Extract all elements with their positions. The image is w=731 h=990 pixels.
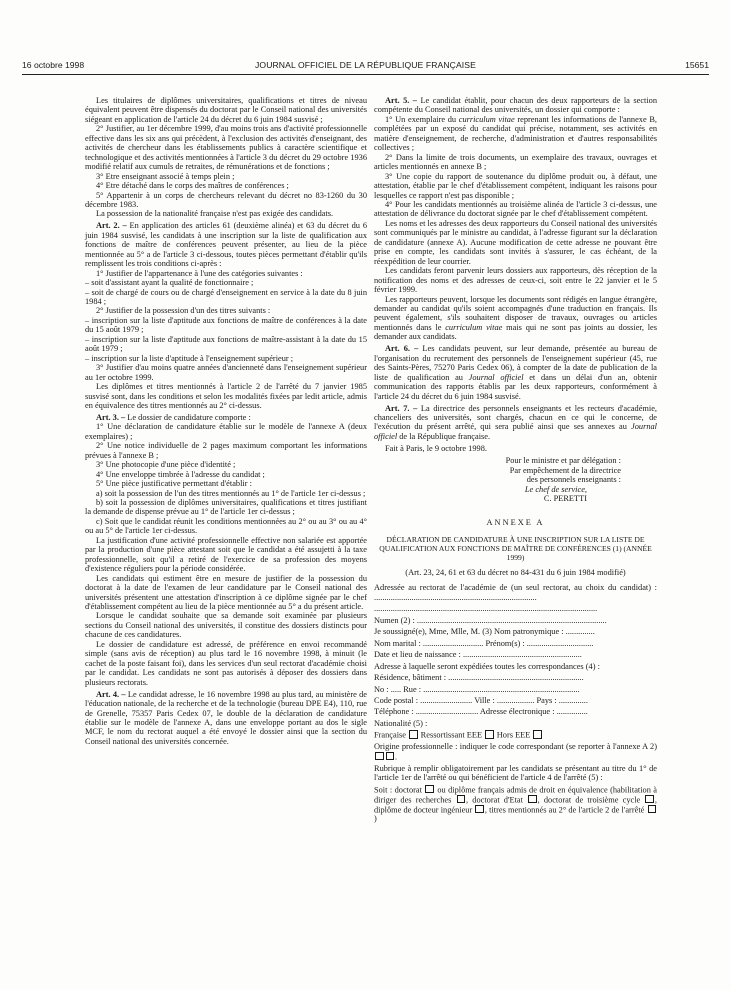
checkbox[interactable] [409,730,418,739]
italic-term: Journal officiel [374,422,657,441]
list-item: – inscription sur la liste d'aptitude aux fonctions de maître de conférences à la date du 15 août 1979 ; [85,315,367,335]
list-item: – soit d'assistant ayant la qualité de fonctionnaire ; [85,278,254,288]
header-rule [22,74,709,75]
paragraph: La justification d'une activité professionnelle effective non salariée est apportée par la production d'une pièce attestant soit que le candidat a été assujetti à la taxe professionnelle, soit qu'il a retiré de l'exercice de sa profession des moyens d'existence réguliers pour la période considérée. [85,535,367,574]
form-field [374,785,657,824]
text-run: mais qui ne sont pas joints au dossier, les demander aux candidats. [374,322,657,342]
option-label: Ressortissant EEE [420,730,483,740]
article-text: de la République française. [397,431,491,441]
list-item: – inscription sur la liste d'aptitude à l'enseignement supérieur ; [85,353,294,363]
paragraph: 5° Une pièce justificative permettant d'établir : [96,479,252,489]
text-run: ) [374,814,377,824]
article-label: Art. 4. – [96,689,126,699]
left-column [85,96,367,746]
form-field: No : ..... Rue : ........................................................................... [374,684,580,694]
checkbox[interactable] [645,795,654,804]
checkbox[interactable] [375,752,384,761]
form-field: Rubrique à remplir obligatoirement par les candidats se présentant au titre du 1° de l'article 1er de l'arrêté ou qui bénéficient de l'article 4 de l'arrêté (5) : [374,763,657,783]
option-label: Française [374,730,406,740]
italic-term: curriculum vitae [458,114,515,124]
text-run: Les rapporteurs peuvent, lorsque les documents sont rédigés en langue étrangère, demander au candidat qu'ils soient accompagnés d'une traduction en français. Ils peuvent également, s'ils souhaitent disposer de travaux, ouvrages ou articles mentionnés dans le [374,294,657,332]
signed-date: Fait à Paris, le 9 octobre 1998. [385,443,487,453]
article-5 [374,96,657,115]
italic-term: curriculum vitae [445,322,503,332]
article-label: Art. 2. – [96,221,127,231]
paragraph: b) soit la possession de diplômes universitaires, qualifications et titres justifiant la demande de dispense prévue au 1° de l'article 1er ci-dessus ; [85,498,367,517]
header-page-number: 15651 [685,60,709,70]
signature-line: Par empêchement de la directrice [509,465,621,475]
header-journal-title: JOURNAL OFFICIEL DE LA RÉPUBLIQUE FRANÇAISE [255,60,476,70]
article-text: Les candidats peuvent, sur leur demande, présentée au bureau de l'organisation du recrutement des personnels de l'enseignement supérieur (45, rue des Saints-Pères, 75270 Paris Cedex 06), à compter de la date de publication de la liste de qualification au [374,344,657,382]
form-field: ........................................................................................................... [374,604,598,614]
header-date: 16 octobre 1998 [22,60,85,70]
list-item: – inscription sur la liste d'aptitude aux fonctions de maître-assistant à la date du 15 août 1979 ; [85,334,367,354]
article-label: Art. 3. – [96,412,126,422]
paragraph: Le dossier de candidature est adressé, de préférence en envoi recommandé simple (sans avis de réception) au plus tard le 16 novembre 1998, à minuit (le cachet de la poste faisant foi), dans les services d'un seul rectorat d'académie choisi par le candidat. Les candidats ne sont pas autorisés à déposer des dossiers dans plusieurs rectorats. [85,639,367,687]
signature-role [374,485,657,494]
page-header [22,60,709,72]
checkbox[interactable] [457,795,466,804]
article-text: Le dossier de candidature comporte : [125,412,251,422]
text-run: 1° Un exemplaire du [385,114,459,124]
paragraph: 4° Pour les candidats mentionnés au troisième alinéa de l'article 3 ci-dessus, une attestation de délivrance du doctorat signée par le chef d'établissement compétent. [374,199,657,219]
text-run: reprenant les informations de l'annexe B, complétées par un exposé du candidat qui précise, notamment, ses activités en matière d'enseignement, de recherche, d'administration et d'autres responsabilités collectives ; [374,114,657,153]
form-field: Adresse à laquelle seront expédiées toutes les correspondances (4) : [374,661,600,671]
text-run: , diplôme de docteur ingénieur [374,795,657,814]
checkbox[interactable] [425,785,434,794]
signature-line: des personnels enseignants : [526,475,621,485]
form-field: Nom marital : ............................. Prénom(s) : ................................ [374,638,594,648]
paragraph: 2° Justifier, au 1er décembre 1999, d'au moins trois ans d'activité professionnelle effective dans les six ans qui précèdent, à l'exclusion des activités d'enseignant, des activités de chercheur dans les établissements publics à caractère scientifique et technologique et des activités mentionnées à l'article 3 du décret du 29 octobre 1936 modifié relatif aux cumuls de retraites, de rémunérations et de fonctions ; [85,124,367,172]
signature-line: Pour le ministre et par délégation : [505,456,621,466]
checkbox[interactable] [533,730,542,739]
signature-name: C. PERETTI [543,494,587,504]
article-text: et dans un délai d'un an, obtenir communication des rapports établis par les deux rapporteurs, conformément à l'article 24 du décret du 6 juin 1984 susvisé. [374,372,657,401]
paragraph [374,115,657,153]
article-text: En application des articles 61 (deuxième alinéa) et 63 du décret du 6 juin 1984 susvisé, les candidats à une inscription sur la liste de qualification aux fonctions de maître de conférences peuvent présenter, au lieu de la pièce mentionnée au 5° a de l'article 3 ci-dessous, toutes pièces permettant d'établir qu'ils remplissent les trois conditions ci-après : [85,221,367,269]
article-label: Art. 6. – [385,344,419,354]
text-run: , doctorat d'Etat [466,795,523,805]
form-field: Numen (2) : ........................................................................................... [374,615,607,625]
paragraph [374,295,657,342]
paragraph: Les candidats feront parvenir leurs dossiers aux rapporteurs, dès réception de la notification des noms et des adresses de ceux-ci, soit entre le 22 janvier et le 5 février 1999. [374,266,657,295]
form-field: Résidence, bâtiment : ................................................................. [374,673,584,683]
form-field: Adressée au rectorat de l'académie de (un seul rectorat, au choix du candidat) : .............................................................................. [374,583,657,602]
paragraph: 4° Une enveloppe timbrée à l'adresse du candidat ; [96,469,265,479]
option-label: Hors EEE [496,730,531,740]
paragraph: Les candidats qui estiment être en mesure de justifier de la possession du doctorat à la date de l'examen de leur candidature par le Conseil national des universités présentent une attestation d'inscription à ce diplôme signée par le chef d'établissement compétent au lieu de la pièce mentionnée au 5° a du présent article. [85,573,367,612]
paragraph: 2° Une notice individuelle de 2 pages maximum comportant les informations prévues à l'annexe B ; [85,441,367,460]
article-text: Le candidat établit, pour chacun des deux rapporteurs de la section compétente du Conseil national des universités, un dossier qui comporte : [374,96,657,115]
paragraph: a) soit la possession de l'un des titres mentionnés au 1° de l'article 1er ci-dessus ; [96,488,366,498]
article-7 [374,404,657,442]
checkbox[interactable] [485,730,494,739]
paragraph: 5° Appartenir à un corps de chercheurs relevant du décret no 83-1260 du 30 décembre 1983. [85,190,367,209]
list-item: – soit de chargé de cours ou de chargé d'enseignement en service à la date du 8 juin 1984 ; [85,287,367,307]
checkbox[interactable] [475,805,484,814]
text-run: , doctorat de troisième cycle [537,795,641,805]
form-field: Origine professionnelle : indiquer le code correspondant (se reporter à l'annexe A 2) . [374,742,657,762]
form-field: Date et lieu de naissance : ......................................................... [374,650,582,660]
text-run: , titres mentionnés au 2° de l'article 2 de l'arrêté [484,805,645,814]
paragraph: 3° Une copie du rapport de soutenance du diplôme produit ou, à défaut, une attestation, établie par le chef d'établissement compétent, indiquant les raisons pour lesquelles ce rapport n'est pas disponible ; [374,171,657,200]
paragraph: Les diplômes et titres mentionnés à l'article 2 de l'arrêté du 7 janvier 1985 susvisé sont, dans les conditions et selon les modalités fixées par ledit article, admis en équivalence des titres mentionnés au 2° ci-dessus. [85,382,367,410]
form-field: Nationalité (5) : [374,718,428,728]
article-text: Le candidat adresse, le 16 novembre 1998 au plus tard, au ministère de l'éducation nationale, de la recherche et de la technologie (bureau DPE E4), 110, rue de Grenelle, 75357 Paris Cedex 07, le double de la déclaration de candidature établie sur le modèle de l'annexe A, dans une enveloppe portant au dos le sigle MCF, le nom du rectorat auquel a été envoyé le dossier ainsi que la section du Conseil national des universités concernée. [85,689,367,746]
text-run: Soit : doctorat [374,785,422,795]
article-6 [374,344,657,401]
paragraph: 1° Justifier de l'appartenance à l'une des catégories suivantes : [96,268,303,278]
paragraph: 3° Une photocopie d'une pièce d'identité ; [96,460,236,470]
article-text: La directrice des personnels enseignants et les recteurs d'académie, chanceliers des universités, sont chargés, chacun en ce qui le concerne, de l'exécution du présent arrêté, qui sera publié ainsi que ses annexes au [374,403,657,432]
italic-term: Journal officiel [468,372,524,382]
paragraph: 4° Etre détaché dans le corps des maîtres de conférences ; [96,181,289,191]
text-run: ou diplôme français admis de droit en équivalence (habilitation à diriger des recherches [374,785,657,805]
paragraph: 2° Justifier de la possession d'un des titres suivants : [96,306,271,316]
checkbox[interactable] [648,805,657,814]
paragraph: Les titulaires de diplômes universitaires, qualifications et titres de niveau équivalent peuvent être dispensés du doctorat par le Conseil national des universités siégeant en application de l'article 24 du décret du 6 juin 1984 susvisé ; [85,96,367,124]
right-column [374,96,657,824]
article-label: Art. 7. – [385,403,418,413]
article-4 [85,690,367,747]
paragraph: Les noms et les adresses des deux rapporteurs du Conseil national des universités sont communiqués par le ministre au candidat, à l'adresse figurant sur la déclaration de candidature (annexe A). Aucune modification de cette adresse ne pouvant être prise en compte, les candidats sont invités à s'assurer, le cas échéant, de la réexpédition de leur courrier. [374,218,657,266]
form-field: Code postal : ......................... Ville : .................. Pays : .............. [374,695,588,705]
form-field: Téléphone : .............................. Adresse électronique : ............... [374,707,588,717]
signature-block [374,456,657,503]
paragraph: La possession de la nationalité française n'est pas exigée des candidats. [96,209,334,219]
checkbox[interactable] [528,795,537,804]
annex-subtitle: DÉCLARATION DE CANDIDATURE À UNE INSCRIPTION SUR LA LISTE DE QUALIFICATION AUX FONCTIONS DE MAÎTRE DE CONFÉRENCES (1) (ANNÉE 1999) [379,534,652,562]
paragraph: Lorsque le candidat souhaite que sa demande soit examinée par plusieurs sections du Conseil national des universités, il constitue des dossiers distincts pour chacune de ces candidatures. [85,611,367,640]
article-3 [85,413,367,422]
text-run: Origine professionnelle : indiquer le code correspondant (se reporter à l'annexe A 2) [374,742,657,752]
annex-reference: (Art. 23, 24, 61 et 63 du décret no 84-431 du 6 juin 1984 modifié) [405,567,626,577]
paragraph: c) Soit que le candidat réunit les conditions mentionnées au 2° ou au 3° ou au 4° ou au 5° de l'article 1er ci-dessus. [85,516,367,536]
checkbox[interactable] [386,752,395,761]
article-label: Art. 5. – [385,96,417,105]
paragraph: 3° Justifier d'au moins quatre années d'ancienneté dans l'enseignement supérieur au 1er octobre 1999. [85,363,367,382]
form-field: Je soussigné(e), Mme, Mlle, M. (3) Nom patronymique : .............. [374,627,595,637]
signature-role-text: Le chef de service, [524,484,587,494]
annex-title: ANNEXE A [486,517,545,527]
paragraph: 2° Dans la limite de trois documents, un exemplaire des travaux, ouvrages et articles mentionnés en annexe B ; [374,152,657,172]
article-2 [85,221,367,268]
paragraph: 1° Une déclaration de candidature établie sur le modèle de l'annexe A (deux exemplaires) ; [85,422,367,441]
nationality-options [374,730,657,740]
paragraph: 3° Etre enseignant associé à temps plein ; [96,171,235,181]
